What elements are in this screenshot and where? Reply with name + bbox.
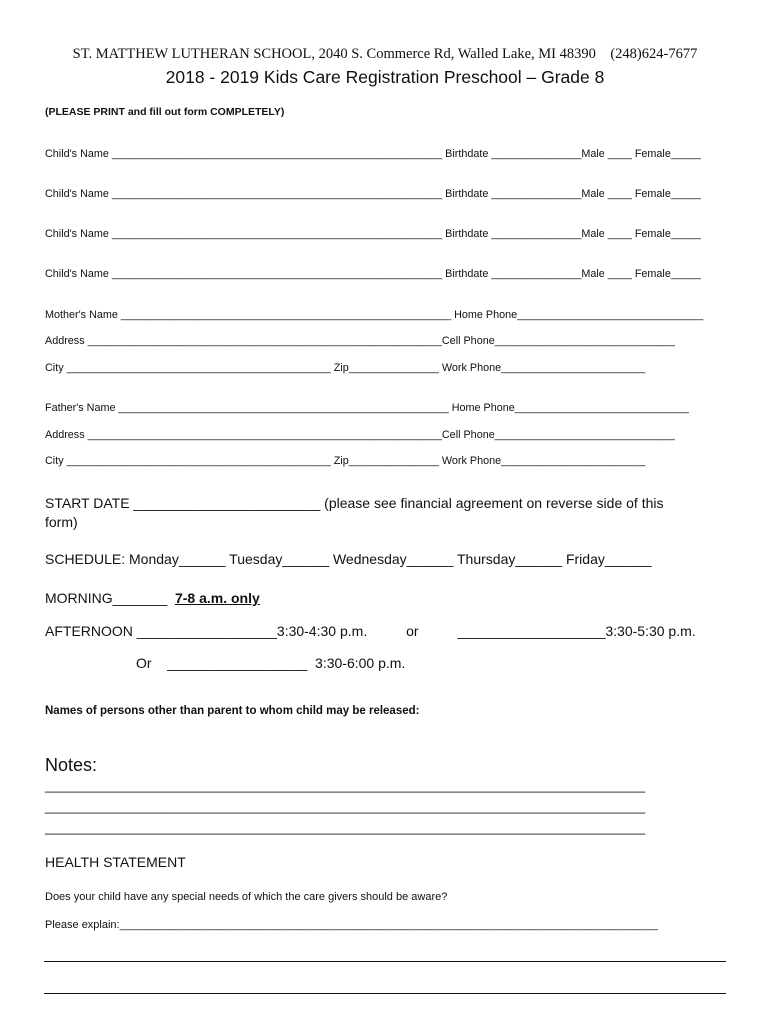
child-row-1[interactable]: Child's Name _______________________________________________________ Birthdate _______________Male ____ Female_____ bbox=[45, 148, 701, 160]
start-date-continuation: form) bbox=[45, 514, 78, 530]
mother-address-row[interactable]: Address ___________________________________________________________Cell Phone______________________________ bbox=[45, 335, 675, 347]
father-address-row[interactable]: Address ___________________________________________________________Cell Phone______________________________ bbox=[45, 429, 675, 441]
answer-rule-1[interactable] bbox=[44, 961, 726, 962]
schedule-row[interactable]: SCHEDULE: Monday______ Tuesday______ Wednesday______ Thursday______ Friday______ bbox=[45, 551, 652, 567]
mother-city-row[interactable]: City ____________________________________________ Zip_______________ Work Phone________________________ bbox=[45, 362, 646, 374]
form-title: 2018 - 2019 Kids Care Registration Preschool – Grade 8 bbox=[165, 67, 605, 87]
mother-name-row[interactable]: Mother's Name _______________________________________________________ Home Phone_______________________________ bbox=[45, 309, 704, 321]
notes-line-1[interactable]: ___________________________________________________________________________________ bbox=[45, 778, 646, 793]
child-row-3[interactable]: Child's Name _______________________________________________________ Birthdate _______________Male ____ Female_____ bbox=[45, 228, 701, 240]
notes-line-3[interactable]: ___________________________________________________________________________________ bbox=[45, 820, 646, 835]
notes-line-2[interactable]: ___________________________________________________________________________________ bbox=[45, 799, 646, 814]
afternoon-alt-row[interactable]: Or __________________ 3:30-6:00 p.m. bbox=[136, 655, 406, 671]
morning-row[interactable] bbox=[45, 590, 260, 606]
start-date-row[interactable]: START DATE ________________________ (please see financial agreement on reverse side of this bbox=[45, 495, 664, 511]
release-names-label: Names of persons other than parent to whom child may be released: bbox=[45, 705, 420, 717]
father-city-row[interactable]: City ____________________________________________ Zip_______________ Work Phone________________________ bbox=[45, 455, 646, 467]
morning-time: 7-8 a.m. only bbox=[174, 590, 260, 606]
morning-label: MORNING_______ bbox=[45, 590, 168, 606]
father-name-row[interactable]: Father's Name _______________________________________________________ Home Phone_____________________________ bbox=[45, 402, 689, 414]
afternoon-row[interactable]: AFTERNOON __________________3:30-4:30 p.m. or ___________________3:30-5:30 p.m. bbox=[45, 623, 696, 639]
notes-label: Notes: bbox=[45, 755, 98, 775]
health-heading: HEALTH STATEMENT bbox=[45, 854, 186, 870]
child-row-2[interactable]: Child's Name _______________________________________________________ Birthdate _______________Male ____ Female_____ bbox=[45, 188, 701, 200]
child-row-4[interactable]: Child's Name _______________________________________________________ Birthdate _______________Male ____ Female_____ bbox=[45, 268, 701, 280]
health-explain-row[interactable]: Please explain:________________________________________________________________________________________ bbox=[45, 919, 658, 931]
health-question: Does your child have any special needs of which the care givers should be aware? bbox=[45, 891, 448, 903]
school-header: ST. MATTHEW LUTHERAN SCHOOL, 2040 S. Commerce Rd, Walled Lake, MI 48390 (248)624-7677 bbox=[72, 46, 698, 62]
form-instruction: (PLEASE PRINT and fill out form COMPLETELY) bbox=[45, 106, 285, 118]
answer-rule-2[interactable] bbox=[44, 993, 726, 994]
